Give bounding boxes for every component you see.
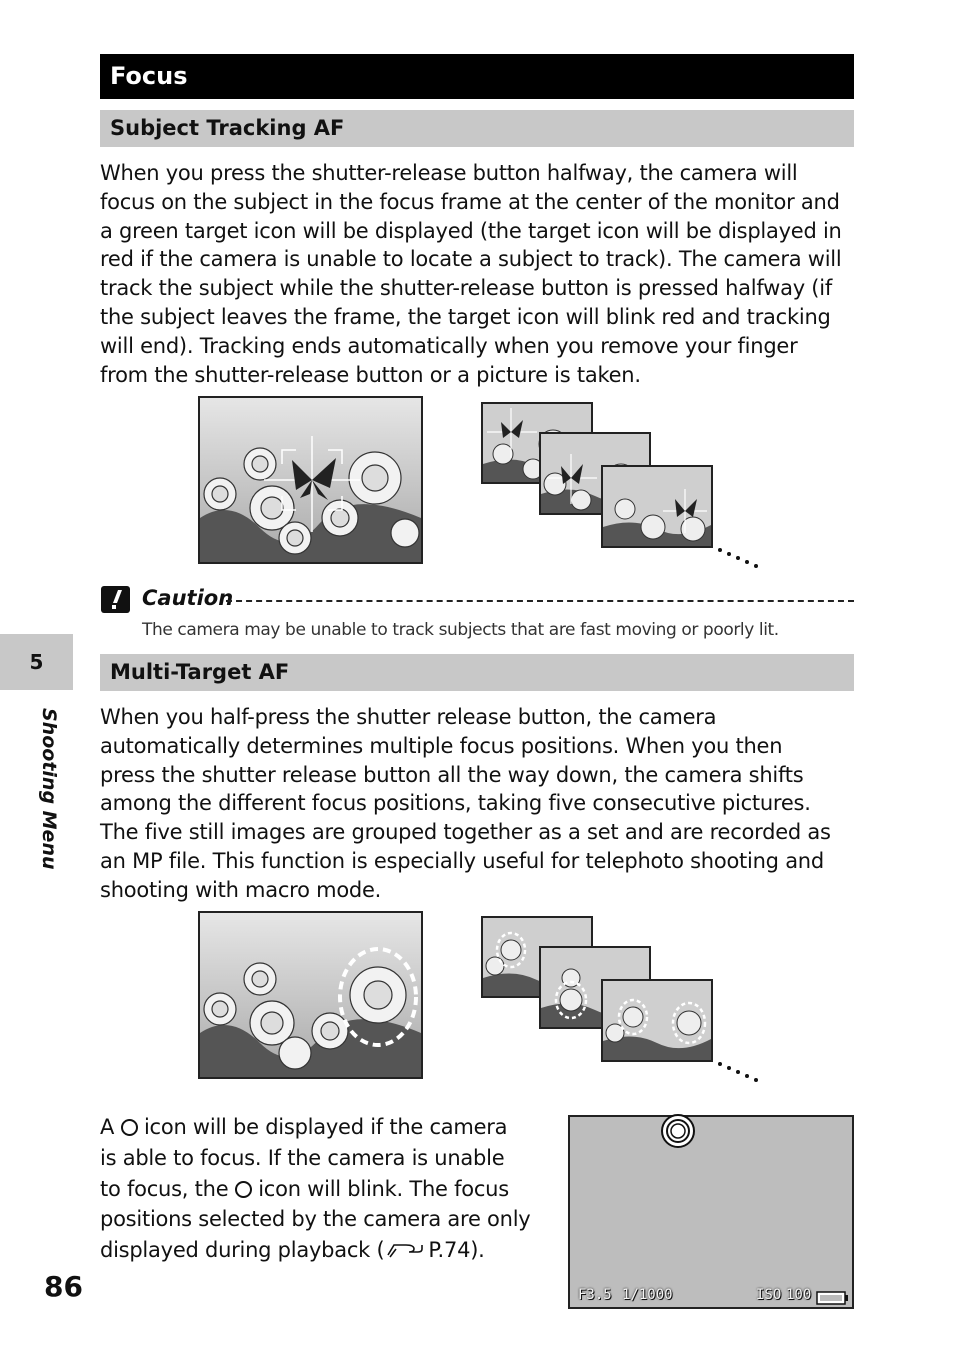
text-line: among the different focus positions, taking five consecutive pictures. — [100, 791, 811, 816]
focus-ring-icon — [235, 1181, 252, 1198]
text-line: automatically determines multiple focus positions. When you then — [100, 733, 783, 758]
text-line: a green target icon will be displayed (the target icon will be displayed in — [100, 218, 842, 243]
tracking-paragraph — [100, 159, 856, 389]
caution-text: The camera may be unable to track subjects that are fast moving or poorly lit. — [142, 620, 779, 640]
multi-target-frame-3 — [601, 979, 713, 1062]
page-reference-link[interactable]: P.74 — [428, 1238, 471, 1263]
aperture-readout: F3.5 — [578, 1287, 612, 1303]
text-line: the subject leaves the frame, the target icon will blink red and tracking — [100, 304, 831, 329]
text-line: positions selected by the camera are only — [100, 1207, 531, 1232]
continuation-dots — [716, 546, 760, 572]
text-line: When you half-press the shutter release button, the camera — [100, 705, 717, 729]
caution-title: Caution — [142, 586, 234, 610]
text-line: press the shutter release button all the way down, the camera shifts — [100, 762, 804, 787]
iso-label: ISO — [756, 1287, 782, 1303]
focus-icon-note — [100, 1112, 550, 1266]
multi-target-paragraph — [100, 703, 856, 905]
continuation-dots — [716, 1060, 760, 1086]
text-line: to focus, the icon will blink. The focus — [100, 1176, 509, 1201]
caution-divider — [226, 600, 854, 602]
tracking-sequence-frame-3 — [601, 465, 713, 548]
text-line: is able to focus. If the camera is unable — [100, 1145, 505, 1170]
text-line: focus on the subject in the focus frame at the center of the monitor and — [100, 189, 840, 214]
text-line: will end). Tracking ends automatically when you remove your finger — [100, 333, 798, 358]
shutter-speed-readout: 1/1000 — [622, 1287, 673, 1303]
page-number: 86 — [44, 1270, 83, 1303]
multi-target-example-photo — [198, 911, 423, 1079]
subheading-multi-target: Multi-Target AF — [100, 654, 854, 691]
reference-hand-icon — [384, 1239, 428, 1261]
camera-lcd-screen — [568, 1115, 854, 1309]
iso-value: 100 — [786, 1287, 812, 1303]
text-line: A icon will be displayed if the camera — [100, 1115, 508, 1139]
text-line: from the shutter-release button or a picture is taken. — [100, 362, 641, 387]
chapter-tab: 5 — [0, 634, 73, 690]
chapter-label: Shooting Menu — [38, 708, 60, 870]
text-line: red if the camera is unable to locate a subject to track). The camera will — [100, 247, 842, 272]
text-line: The five still images are grouped together as a set and are recorded as — [100, 820, 831, 845]
text-line: When you press the shutter-release button halfway, the camera will — [100, 161, 798, 185]
focus-ring-icon — [121, 1119, 138, 1136]
caution-icon — [101, 586, 130, 613]
text-line: track the subject while the shutter-release button is pressed halfway (if — [100, 276, 832, 301]
section-heading-focus: Focus — [100, 54, 854, 99]
text-line: displayed during playback ( P.74). — [100, 1238, 485, 1263]
focus-ring-icon — [658, 1111, 698, 1151]
subheading-subject-tracking: Subject Tracking AF — [100, 110, 854, 147]
text-line: shooting with macro mode. — [100, 877, 382, 902]
battery-icon — [816, 1291, 848, 1305]
tracking-example-photo — [198, 396, 423, 564]
text-line: an MP file. This function is especially useful for telephoto shooting and — [100, 848, 824, 873]
